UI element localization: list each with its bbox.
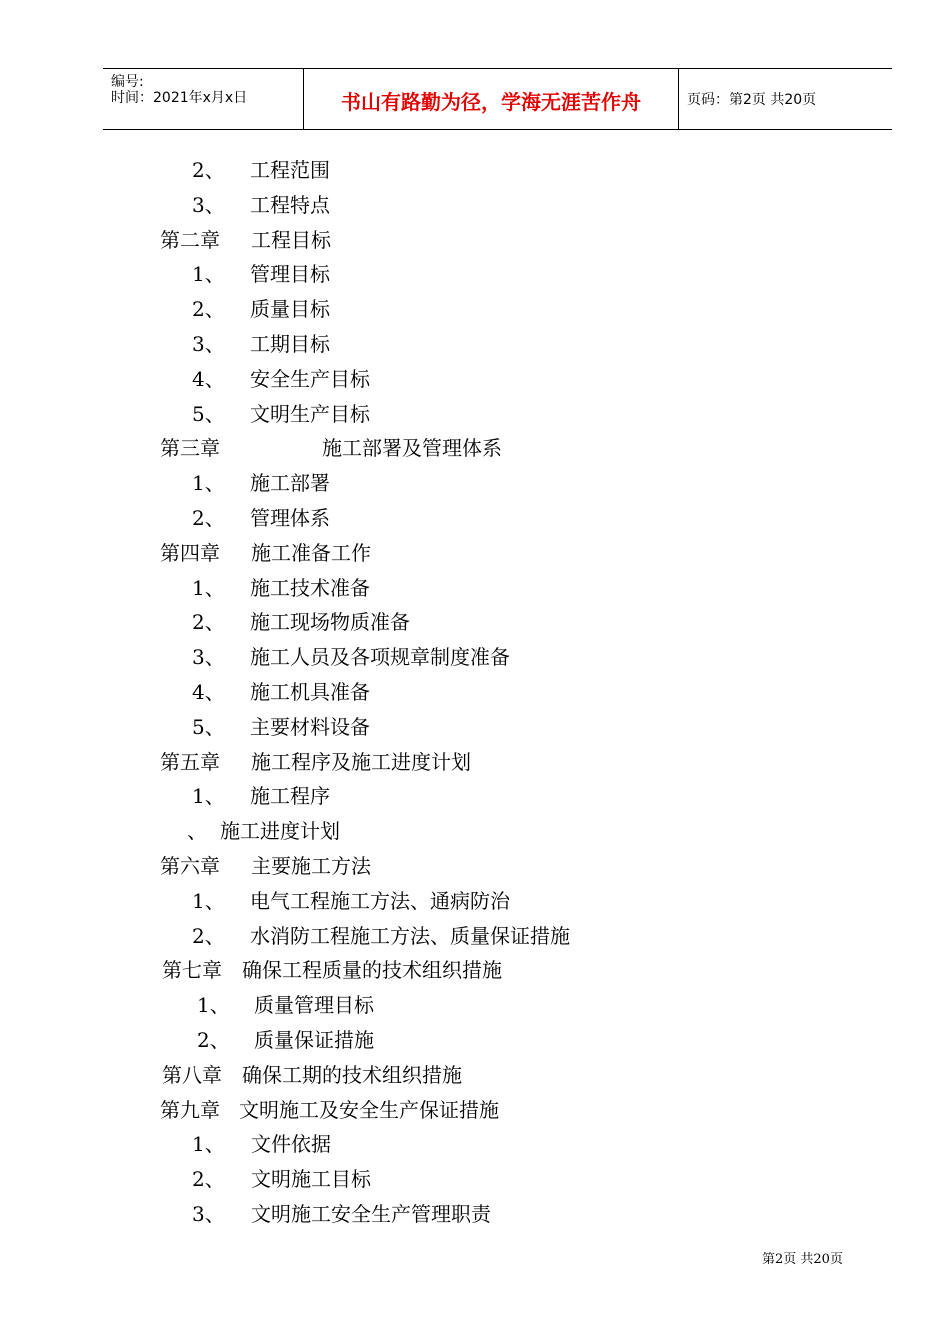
toc-entry-number: 第六章 [160,854,220,878]
toc-entry-number: 1、 [192,262,225,286]
toc-entry-title: 主要施工方法 [251,854,371,878]
toc-entry [0,1164,950,1194]
toc-entry-title: 主要材料设备 [250,715,370,739]
toc-entry [0,503,950,533]
toc-entry-number: 2、 [192,610,225,634]
toc-entry-title: 工程目标 [251,228,331,252]
toc-entry [0,573,950,603]
toc-entry-title: 施工部署及管理体系 [322,436,502,460]
toc-entry [0,329,950,359]
toc-entry-number: 4、 [192,367,225,391]
toc-entry-title: 质量目标 [250,297,330,321]
toc-entry-number: 第八章 [162,1063,222,1087]
toc-entry-title: 施工程序 [250,784,330,808]
toc-entry-number: 2、 [197,1028,230,1052]
toc-entry-title: 文件依据 [251,1132,331,1156]
toc-entry-title: 质量管理目标 [254,993,374,1017]
toc-entry [0,1129,950,1159]
toc-entry [0,399,950,429]
toc-entry-number: 3、 [192,193,225,217]
toc-entry-number: 2、 [192,506,225,530]
toc-entry-number: 1、 [197,993,230,1017]
toc-entry-title: 施工部署 [250,471,330,495]
toc-entry-number: 3、 [192,645,225,669]
toc-entry-title: 施工进度计划 [220,819,340,843]
toc-entry-title: 安全生产目标 [250,367,370,391]
toc-entry-title: 施工技术准备 [250,576,370,600]
toc-entry-title: 管理体系 [250,506,330,530]
toc-entry-number: 5、 [192,402,225,426]
toc-entry [0,1199,950,1229]
toc-entry-number: 1、 [192,471,225,495]
document-number-label: 编号: [111,74,144,90]
toc-entry [0,155,950,185]
toc-entry [0,225,950,255]
header-slogan: 书山有路勤为径，学海无涯苦作舟 [341,90,641,114]
toc-entry [0,294,950,324]
toc-entry-number: 第五章 [160,750,220,774]
toc-entry-number: 、 [187,819,207,843]
toc-entry-title: 文明施工及安全生产保证措施 [239,1098,499,1122]
toc-entry-title: 文明施工安全生产管理职责 [251,1202,491,1226]
toc-entry [0,538,950,568]
toc-entry [0,921,950,951]
toc-entry-number: 第二章 [160,228,220,252]
toc-entry [0,747,950,777]
toc-entry [0,607,950,637]
toc-entry-number: 2、 [192,297,225,321]
header-page-info: 页码：第2页 共20页 [687,92,817,108]
toc-entry [0,886,950,916]
toc-entry-title: 施工程序及施工进度计划 [251,750,471,774]
toc-entry-number: 1、 [192,784,225,808]
page-footer: 第2页 共20页 [762,1252,843,1267]
toc-entry [0,677,950,707]
toc-entry [0,364,950,394]
toc-entry-title: 施工机具准备 [250,680,370,704]
toc-entry-number: 3、 [192,1202,225,1226]
toc-entry-number: 2、 [192,158,225,182]
toc-entry-number: 1、 [192,1132,225,1156]
toc-entry-number: 2、 [192,1167,225,1191]
toc-entry-number: 2、 [192,924,225,948]
toc-entry-number: 第七章 [162,958,222,982]
toc-entry-title: 工程特点 [250,193,330,217]
toc-entry [0,955,950,985]
toc-entry-title: 文明施工目标 [251,1167,371,1191]
toc-entry-number: 第三章 [160,436,220,460]
toc-entry-number: 第四章 [160,541,220,565]
toc-entry-title: 施工人员及各项规章制度准备 [250,645,510,669]
toc-entry [0,1025,950,1055]
toc-entry [0,642,950,672]
toc-entry [0,712,950,742]
toc-entry-title: 工期目标 [250,332,330,356]
toc-entry-number: 1、 [192,576,225,600]
toc-entry-title: 管理目标 [250,262,330,286]
toc-entry [0,1095,950,1125]
toc-entry-number: 第九章 [160,1098,220,1122]
toc-entry-number: 3、 [192,332,225,356]
toc-entry [0,433,950,463]
toc-entry [0,781,950,811]
toc-entry-title: 文明生产目标 [250,402,370,426]
toc-entry [0,816,950,846]
toc-entry-title: 确保工期的技术组织措施 [242,1063,462,1087]
document-date-label: 时间：2021年x月x日 [111,90,248,106]
toc-entry [0,851,950,881]
toc-entry-title: 工程范围 [250,158,330,182]
toc-entry-title: 确保工程质量的技术组织措施 [242,958,502,982]
toc-entry-title: 施工现场物质准备 [250,610,410,634]
toc-entry [0,468,950,498]
toc-entry-title: 水消防工程施工方法、质量保证措施 [250,924,570,948]
toc-entry-number: 4、 [192,680,225,704]
toc-entry-number: 5、 [192,715,225,739]
toc-entry-title: 电气工程施工方法、通病防治 [250,889,510,913]
toc-entry [0,1060,950,1090]
toc-entry-number: 1、 [192,889,225,913]
toc-entry-title: 施工准备工作 [251,541,371,565]
toc-entry [0,990,950,1020]
toc-entry-title: 质量保证措施 [254,1028,374,1052]
toc-entry [0,259,950,289]
toc-entry [0,190,950,220]
